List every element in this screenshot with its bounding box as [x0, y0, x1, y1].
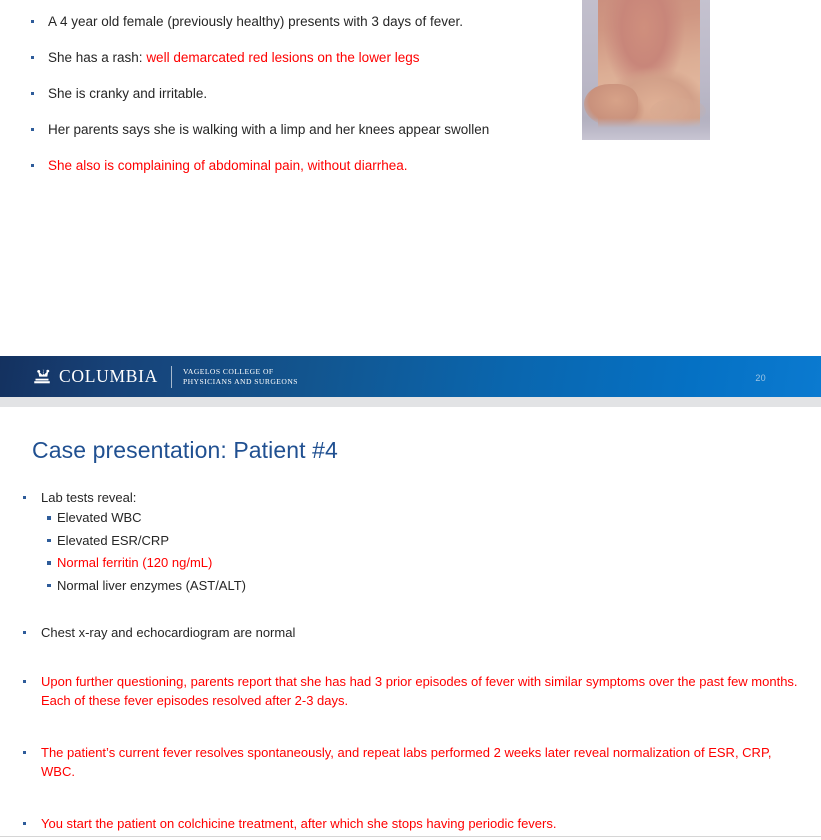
- sub-bullet-item: [0, 552, 821, 575]
- banner-divider: [171, 366, 172, 388]
- sub-bullet-text: Normal liver enzymes (AST/ALT): [57, 577, 247, 593]
- bullet-marker-icon: [31, 92, 34, 95]
- columbia-logo: [31, 366, 158, 387]
- bullet-marker-icon: [31, 164, 34, 167]
- sub-bullet-text: Normal ferritin (120 ng/mL): [57, 555, 213, 570]
- bullet-item: [0, 118, 580, 142]
- bullet-marker-icon: [31, 128, 34, 131]
- clinical-photo-ankle: [582, 0, 710, 140]
- sub-bullet-text: Elevated ESR/CRP: [57, 532, 169, 548]
- bullet-marker-icon: [31, 56, 34, 59]
- bullet-text: She also is complaining of abdominal pain, without diarrhea.: [48, 158, 408, 173]
- slide-two-content: [0, 488, 821, 833]
- bullet-item: [0, 82, 580, 106]
- bullet-text: Upon further questioning, parents report that she has had 3 prior episodes of fever with similar symptoms over the past few months. Each of these fever episodes resolved after 2-3 days.: [41, 674, 798, 708]
- sub-bullet-item: [0, 507, 821, 530]
- bullet-marker-icon: [31, 20, 34, 23]
- sub-bullet-item: [0, 575, 821, 598]
- sub-bullet-item: [0, 530, 821, 553]
- bullet-item: [0, 743, 801, 781]
- bullet-marker-icon: [23, 680, 26, 683]
- slide-separator: [0, 397, 821, 407]
- bullet-marker-icon: [23, 822, 26, 825]
- bullet-text-lead: She has a rash:: [48, 50, 147, 65]
- columbia-footer-banner: [0, 356, 821, 397]
- bullet-item: [0, 623, 801, 642]
- bullet-item: [0, 154, 580, 178]
- bullet-text: Chest x-ray and echocardiogram are normal: [41, 625, 296, 640]
- bullet-text: The patient’s current fever resolves spontaneously, and repeat labs performed 2 weeks later reveal normalization of ESR, CRP, WBC.: [41, 745, 772, 779]
- bullet-marker-icon: [47, 561, 51, 565]
- spacer: [0, 597, 821, 623]
- bullet-marker-icon: [23, 496, 26, 499]
- columbia-wordmark: COLUMBIA: [59, 366, 158, 386]
- spacer: [0, 781, 821, 814]
- bullet-marker-icon: [23, 631, 26, 634]
- spacer: [0, 710, 821, 743]
- slide-number: 20: [755, 373, 766, 383]
- bullet-item-lab-heading: [0, 488, 801, 507]
- slide-one-case-history: [0, 0, 821, 356]
- bullet-marker-icon: [23, 751, 26, 754]
- slide-two-case-presentation: [0, 407, 821, 836]
- bullet-item: [0, 46, 580, 70]
- spacer: [0, 642, 821, 672]
- photo-layer-background-bottom: [582, 118, 710, 140]
- bullet-item: [0, 10, 580, 34]
- bullet-item: [0, 814, 801, 833]
- crown-icon: [31, 369, 53, 384]
- page-title: Case presentation: Patient #4: [32, 437, 338, 463]
- bullet-text: She is cranky and irritable.: [48, 86, 208, 101]
- bullet-item: [0, 672, 801, 710]
- school-name: [183, 367, 298, 386]
- bullet-text: You start the patient on colchicine treatment, after which she stops having periodic fevers.: [41, 816, 557, 831]
- bullet-text: Her parents says she is walking with a limp and her knees appear swollen: [48, 122, 490, 137]
- bullet-text: Lab tests reveal:: [41, 490, 137, 505]
- bullet-marker-icon: [47, 516, 51, 520]
- school-name-line-1: VAGELOS COLLEGE OF: [182, 366, 274, 376]
- bullet-text: A 4 year old female (previously healthy) presents with 3 days of fever.: [48, 14, 463, 29]
- bullet-marker-icon: [47, 584, 51, 588]
- bullet-text-highlight: well demarcated red lesions on the lower legs: [146, 50, 420, 65]
- slide-one-bullet-list: [0, 10, 580, 190]
- school-name-line-2: PHYSICIANS AND SURGEONS: [182, 376, 298, 386]
- sub-bullet-text: Elevated WBC: [57, 510, 142, 525]
- bullet-marker-icon: [47, 539, 51, 543]
- bottom-divider: [0, 836, 821, 837]
